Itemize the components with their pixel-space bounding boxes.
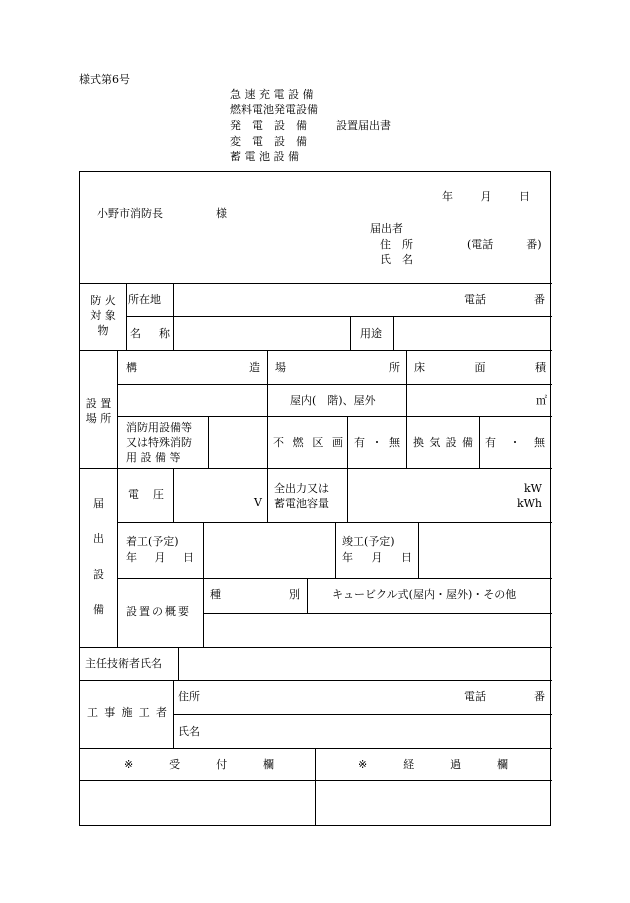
day-label: 日 (519, 190, 530, 203)
contractor-label (87, 706, 167, 719)
ventilation-label-2: 気 (429, 436, 441, 449)
title-line-3: 発 電 設 備 (230, 119, 307, 132)
contractor-label-3: 施 (121, 706, 133, 719)
ventilation-label-3: 設 (445, 436, 457, 449)
place-label-2: 所 (389, 361, 400, 374)
floor-area-label-1: 床 (414, 361, 425, 374)
chief-engineer-input-area[interactable] (257, 648, 552, 680)
contractor-label-4: 工 (138, 706, 150, 719)
install-location-label (80, 396, 117, 426)
addressee: 小野市消防長 (97, 207, 163, 220)
overview-label: 設置の概要 (126, 605, 191, 618)
progress-mark: ※ (358, 758, 368, 771)
equipment-label-1: 届 (93, 497, 104, 510)
application-form (79, 171, 551, 826)
contractor-label-1: 工 (87, 706, 98, 719)
fireproof-label-3: 区 (312, 436, 324, 449)
fireproof-label (273, 436, 343, 449)
fireproof-label-1: 不 (273, 436, 284, 449)
type-label-2: 別 (289, 588, 300, 601)
output-label-1: 全出力又は (274, 482, 329, 495)
fire-target-label-3: 物 (97, 324, 109, 337)
location-number-suffix: 番 (534, 293, 545, 306)
install-location-label-1: 設 置 (85, 397, 112, 410)
structure-label-2: 造 (249, 361, 260, 374)
ventilation-label-1: 換 (413, 436, 424, 449)
equipment-label-4: 備 (93, 603, 104, 616)
location-input-area[interactable] (173, 283, 552, 316)
start-date (126, 551, 194, 564)
completion-day: 日 (401, 551, 412, 564)
floor-area-label-2: 面 (474, 361, 486, 374)
voltage-label-2: 圧 (153, 488, 164, 501)
output-label-2: 蓄電池容量 (274, 497, 329, 510)
ventilation-options (485, 436, 545, 449)
type-label-1: 種 (210, 588, 221, 601)
fireproof-label-2: 燃 (292, 436, 304, 449)
fire-equipment-label-1: 消防用設備等 (126, 421, 192, 434)
start-month: 月 (154, 551, 166, 564)
completion-label: 竣工(予定) (342, 535, 395, 548)
progress-area (316, 781, 552, 826)
ventilation-label-4: 備 (461, 436, 473, 449)
use-input-area[interactable] (393, 317, 552, 350)
contractor-name-label: 氏名 (178, 725, 200, 738)
fire-equipment-label-3: 用 設 備 等 (126, 451, 181, 464)
floor-area-label-3: 積 (535, 361, 546, 374)
start-label: 着工(予定) (126, 535, 179, 548)
contractor-address-label: 住所 (178, 690, 200, 703)
completion-date (342, 551, 412, 564)
year-label: 年 (442, 190, 453, 203)
progress-char-2: 過 (450, 758, 462, 771)
voltage-unit: V (254, 496, 262, 509)
output-unit-kwh: kWh (516, 497, 542, 510)
title-line-5: 蓄 電 池 設 備 (230, 150, 299, 163)
location-phone-label: 電話 (464, 293, 486, 306)
voltage-label-1: 電 (128, 488, 139, 501)
location-label: 所在地 (128, 293, 161, 306)
chief-engineer-label: 主任技術者氏名 (85, 657, 162, 670)
place-label-1: 場 (275, 361, 286, 374)
type-value: キュービクル式(屋内・屋外)・その他 (332, 588, 517, 601)
reception-mark: ※ (124, 758, 134, 771)
reception-char-3: 欄 (262, 758, 274, 771)
honorific: 様 (216, 207, 227, 220)
voltage-label (128, 488, 164, 501)
install-location-label-2: 場 所 (85, 412, 112, 425)
contractor-phone-label: 電話 (464, 690, 486, 703)
type-label (210, 588, 300, 601)
use-label: 用途 (360, 327, 382, 340)
output-label (274, 481, 329, 511)
fireproof-option-yes: 有 (354, 436, 365, 449)
equipment-label-2: 出 (93, 532, 104, 545)
completion-month: 月 (371, 551, 383, 564)
fireproof-label-4: 画 (331, 436, 343, 449)
phone-label: (電話 番) (467, 238, 542, 251)
title-line-1: 急 速 充 電 設 備 (230, 88, 314, 101)
name-label: 氏 名 (380, 253, 413, 266)
square-meter-unit: ㎡ (536, 394, 547, 407)
ventilation-option-no: 無 (534, 436, 545, 449)
floor-area-label (414, 361, 546, 374)
ventilation-option-yes: 有 (485, 436, 496, 449)
fireproof-option-dot: ・ (371, 436, 383, 449)
title-suffix: 設置届出書 (336, 119, 391, 132)
reception-char-1: 受 (169, 758, 181, 771)
address-label: 住 所 (380, 238, 413, 251)
name-field-label (130, 327, 170, 340)
fire-target-label-2: 対 象 (90, 309, 116, 322)
structure-label-1: 構 (126, 361, 137, 374)
structure-label (126, 361, 260, 374)
fireproof-option-no: 無 (389, 436, 400, 449)
progress-header (358, 758, 508, 771)
fire-equipment-label (126, 420, 192, 465)
reception-header (124, 758, 274, 771)
completion-year: 年 (342, 551, 353, 564)
ventilation-label (413, 436, 473, 449)
start-day: 日 (183, 551, 194, 564)
start-year: 年 (126, 551, 137, 564)
contractor-label-5: 者 (156, 706, 167, 719)
name-input-area[interactable] (173, 317, 350, 350)
output-units (500, 481, 542, 511)
progress-char-3: 欄 (496, 758, 508, 771)
output-unit-kw: kW (524, 482, 542, 495)
submitter-label: 届出者 (370, 222, 403, 235)
reception-area (80, 781, 315, 826)
date-line (442, 190, 530, 203)
fire-target-label (80, 293, 126, 338)
equipment-label-3: 設 (93, 568, 104, 581)
fire-target-label-1: 防 火 (90, 294, 116, 307)
progress-char-1: 経 (403, 758, 415, 771)
indoor-outdoor-label: 屋内( 階)、屋外 (290, 394, 376, 407)
form-number: 様式第6号 (79, 73, 130, 86)
name-field-label-2: 称 (159, 327, 170, 340)
month-label: 月 (480, 190, 492, 203)
title-line-4: 変 電 設 備 (230, 135, 307, 148)
fire-equipment-label-2: 又は特殊消防 (126, 436, 192, 449)
reception-char-2: 付 (216, 758, 228, 771)
name-field-label-1: 名 (130, 327, 141, 340)
contractor-number-suffix: 番 (534, 690, 545, 703)
place-label (275, 361, 400, 374)
title-line-2: 燃料電池発電設備 (230, 103, 318, 116)
ventilation-option-dot: ・ (509, 436, 521, 449)
contractor-label-2: 事 (104, 706, 116, 719)
fireproof-options (354, 436, 400, 449)
